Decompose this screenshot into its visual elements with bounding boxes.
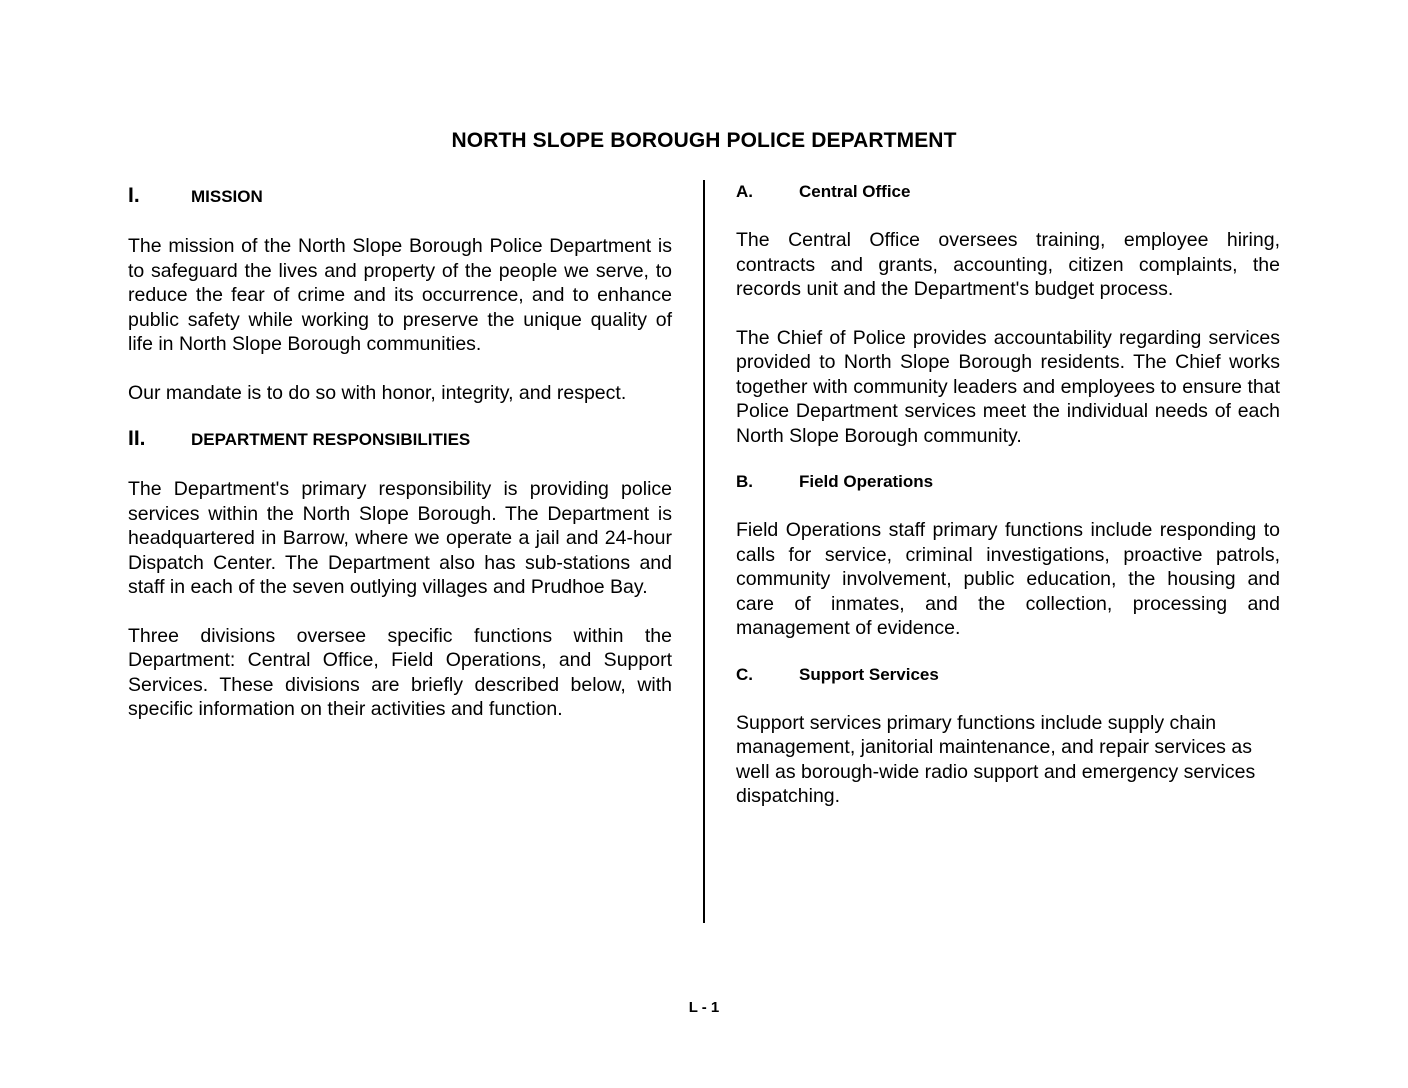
section-letter: A. [736,182,753,201]
central-office-section [736,182,1280,448]
section-title: Central Office [799,182,911,201]
field-operations-heading [736,472,1280,492]
section-title: Field Operations [799,472,934,491]
section-numeral: II. [128,427,146,450]
support-services-paragraph: Support services primary functions include supply chain management, janitorial maintenance, and repair services as well as borough-wide radio support and emergency services dispatching. [736,711,1256,807]
mission-heading [128,184,672,208]
section-letter: B. [736,472,753,491]
section-title: DEPARTMENT RESPONSIBILITIES [191,430,471,449]
divisions-paragraph: Three divisions oversee specific functions within the Department: Central Office, Field Operations, and Support Services. These divisions are briefly described below, with specific information on their activities and function. [128,624,672,720]
page-title: NORTH SLOPE BOROUGH POLICE DEPARTMENT [451,129,957,152]
support-services-section [736,665,1280,809]
mission-section [128,184,672,405]
mandate-paragraph: Our mandate is to do so with honor, integrity, and respect. [128,381,627,404]
section-title: Support Services [799,664,939,684]
section-title: MISSION [191,187,263,206]
section-numeral: I. [128,184,140,207]
section-letter: C. [736,664,753,684]
page-number: L - 1 [688,999,720,1016]
right-column [736,180,1280,809]
column-divider [703,180,705,923]
responsibilities-heading [128,427,672,451]
central-office-heading [736,182,1280,202]
central-office-paragraph: The Central Office oversees training, employee hiring, contracts and grants, accounting, citizen complaints, the records unit and the Department's budget process. [736,229,1280,300]
responsibilities-section [128,427,672,722]
mission-paragraph: The mission of the North Slope Borough Police Department is to safeguard the lives and property of the people we serve, to reduce the fear of crime and its occurrence, and to enhance public safety while working to preserve the unique quality of life in North Slope Borough communities. [128,235,672,355]
responsibility-paragraph: The Department's primary responsibility is providing police services within the North Slope Borough. The Department is headquartered in Barrow, where we operate a jail and 24-hour Dispatch Center. The Department also has sub-stations and staff in each of the seven outlying villages and Prudhoe Bay. [128,478,672,598]
field-operations-section [736,472,1280,641]
chief-paragraph: The Chief of Police provides accountability regarding services provided to North Slope Borough residents. The Chief works together with community leaders and employees to ensure that Police Department services meet the individual needs of each North Slope Borough community. [736,326,1280,447]
left-column [128,180,672,722]
support-services-heading [736,665,1280,685]
field-operations-paragraph: Field Operations staff primary functions include responding to calls for service, criminal investigations, proactive patrols, community involvement, public education, the housing and care of inmates, and the collection, processing and management of evidence. [736,519,1280,639]
